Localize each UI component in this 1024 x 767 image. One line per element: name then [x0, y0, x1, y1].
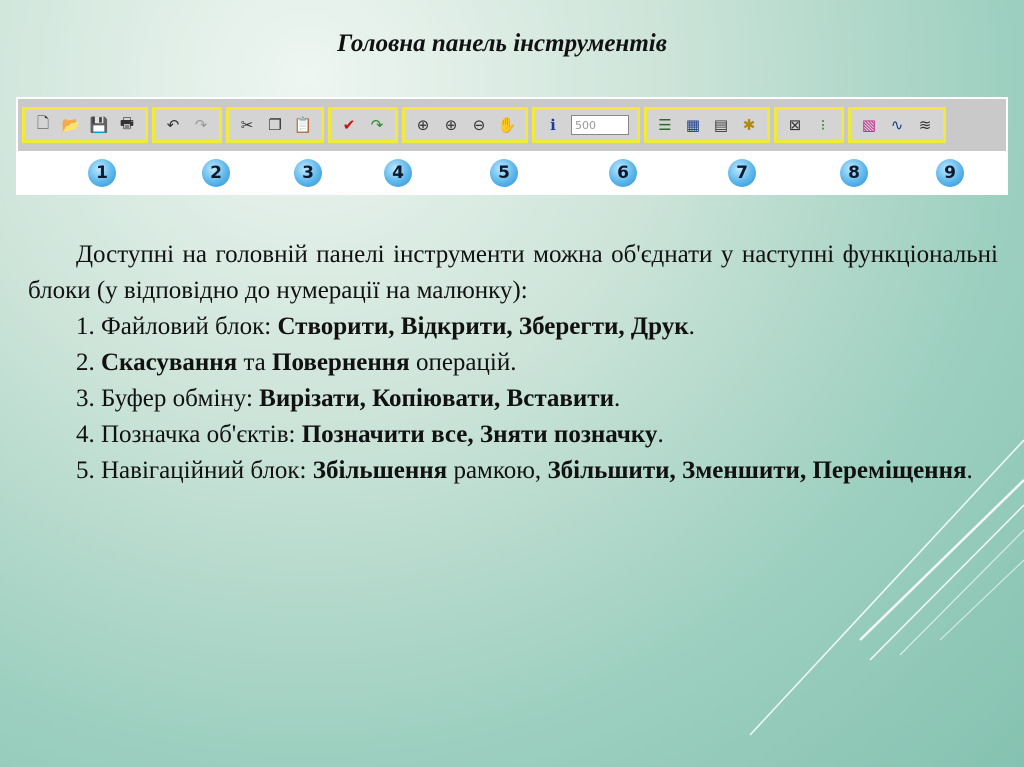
- paste-icon: 📋: [293, 116, 313, 134]
- list-item: 5. Навігаційний блок: Збільшення рамкою, Збільшити, Зменшити, Переміщення.: [76, 457, 973, 484]
- badge-9: 9: [936, 159, 964, 187]
- badge-6: 6: [609, 159, 637, 187]
- properties-icon: ▤: [713, 116, 729, 134]
- new-file-icon: 🗋: [36, 113, 50, 132]
- toolbar-group-info: [532, 107, 640, 143]
- badge-1: 1: [88, 159, 116, 187]
- toolbar-image: [16, 97, 1008, 195]
- toolbar-group-layers: [644, 107, 770, 143]
- toolbar-group-map: [774, 107, 844, 143]
- tools-icon: ✱: [742, 116, 756, 134]
- badge-7: 7: [728, 159, 756, 187]
- zoom-in-icon: ⊕: [444, 116, 458, 134]
- extent-icon: ⊠: [788, 116, 802, 134]
- toolbar-bar: [18, 99, 1006, 151]
- toolbar-group-undo: [152, 107, 222, 143]
- undo-icon: ↶: [166, 116, 180, 134]
- color-palette-icon: ▧: [861, 116, 877, 134]
- table-icon: ▦: [685, 116, 701, 134]
- check-icon: ✔: [342, 116, 356, 134]
- toolbar-group-draw: [848, 107, 946, 143]
- layers-icon: ☰: [658, 116, 672, 134]
- list-item: 4. Позначка об'єктів: Позначити все, Зняти позначку.: [76, 421, 664, 448]
- body-text: [28, 237, 998, 489]
- open-folder-icon: 📂: [61, 116, 81, 134]
- intro-paragraph: Доступні на головній панелі інструменти можна об'єднати у наступні функціональні блоки (у відповідно до нумерації на малюнку):: [28, 241, 998, 304]
- copy-icon: ❐: [268, 116, 282, 134]
- redo-icon: ↷: [194, 116, 208, 134]
- toolbar-group-select: [328, 107, 398, 143]
- zoom-out-icon: ⊖: [472, 116, 486, 134]
- print-icon: 🖶: [119, 113, 135, 132]
- toolbar-group-navigation: [402, 107, 528, 143]
- badge-4: 4: [384, 159, 412, 187]
- arrow-redo-icon: ↷: [370, 116, 384, 134]
- curve-icon: ∿: [890, 116, 904, 134]
- zoom-value-field: 500: [571, 115, 629, 135]
- page-title: Головна панель інструментів: [337, 30, 667, 57]
- save-icon: 💾: [89, 116, 109, 134]
- lines-icon: ≋: [918, 116, 932, 134]
- pan-hand-icon: ✋: [497, 116, 517, 134]
- badge-8: 8: [840, 159, 868, 187]
- toolbar-group-clipboard: [226, 107, 324, 143]
- zoom-box-icon: ⊕: [416, 116, 430, 134]
- toolbar-group-file: [22, 107, 148, 143]
- info-icon: ℹ: [550, 116, 556, 134]
- list-item: 1. Файловий блок: Створити, Відкрити, Зберегти, Друк.: [76, 313, 695, 340]
- list-item: 2. Скасування та Повернення операцій.: [76, 349, 517, 376]
- badge-5: 5: [490, 159, 518, 187]
- cut-icon: ✂: [240, 116, 254, 134]
- badge-3: 3: [294, 159, 322, 187]
- badge-2: 2: [202, 159, 230, 187]
- traffic-light-icon: ⁝: [820, 116, 826, 134]
- list-item: 3. Буфер обміну: Вирізати, Копіювати, Вставити.: [76, 385, 621, 412]
